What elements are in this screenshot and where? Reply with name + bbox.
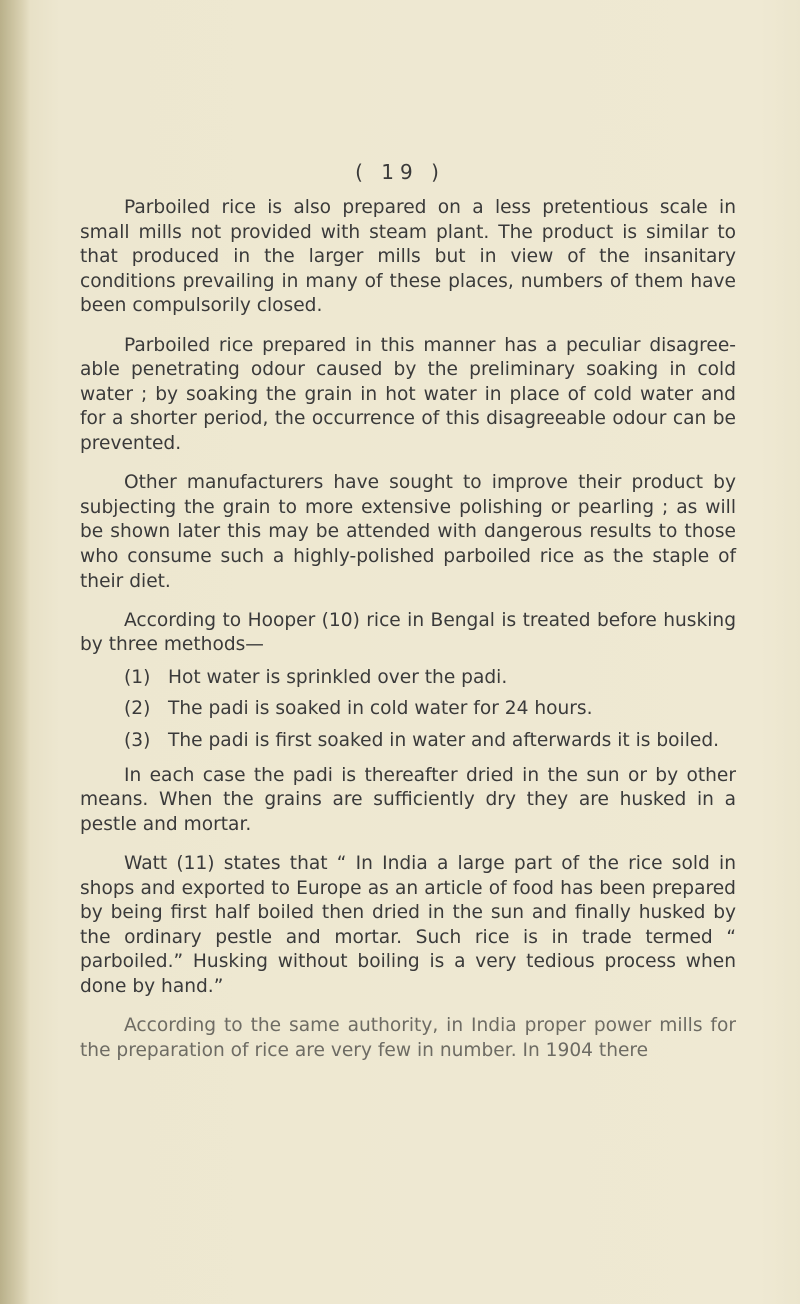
methods-list — [80, 666, 736, 754]
paragraph-drying: In each case the padi is thereafter dried in the sun or by other means. When the grains are sufficiently dry they are husked in a pestle and mortar. — [80, 764, 736, 835]
paragraph-power-mills: According to the same authority, in India proper power mills for the preparation of rice are very few in number. In 1904 there — [80, 1015, 736, 1061]
paragraph-small-mills: Parboiled rice is also prepared on a less pretentious scale in small mills not provided with steam plant. The product is similar to that produced in the larger mills but in view of the insanitary conditions prevailing in many of these places, numbers of them have been compulsorily closed. — [80, 197, 736, 317]
list-number: (3) — [124, 730, 151, 752]
paragraph-hooper: According to Hooper (10) rice in Bengal is treated before husking by three methods— — [80, 609, 736, 656]
list-item — [80, 666, 736, 691]
list-text: Hot water is sprinkled over the padi. — [168, 666, 508, 688]
page-number: ( 19 ) — [355, 160, 445, 184]
paragraph-odour: Parboiled rice prepared in this manner has a peculiar disagree-able penetrating odour caused by the preliminary soaking in cold water ; by soaking the grain in hot water in place of cold water and for a shorter period, the occurrence of this disagreeable odour can be prevented. — [80, 334, 736, 454]
page-spine-shadow — [0, 0, 30, 1304]
paragraph-watt-quote: Watt (11) states that “ In India a large part of the rice sold in shops and exported to Europe as an article of food has been prepared by being first half boiled then dried in the sun and finally husked by the ordinary pestle and mortar. Such rice is in trade termed “ parboiled.” Husking without boiling is a very tedious process when done by hand.” — [80, 853, 736, 997]
list-item — [80, 697, 736, 722]
body-text — [80, 196, 736, 1078]
list-number: (1) — [124, 666, 151, 688]
paragraph-polishing: Other manufacturers have sought to improve their product by subjecting the grain to more extensive polishing or pearling ; as will be shown later this may be attended with dangerous results to those who consume such a highly-polished parboiled rice as the staple of their diet. — [80, 472, 736, 592]
list-number: (2) — [124, 698, 151, 720]
list-text: The padi is soaked in cold water for 24 hours. — [168, 698, 593, 720]
list-item — [80, 729, 736, 754]
list-text: The padi is first soaked in water and afterwards it is boiled. — [168, 730, 720, 752]
